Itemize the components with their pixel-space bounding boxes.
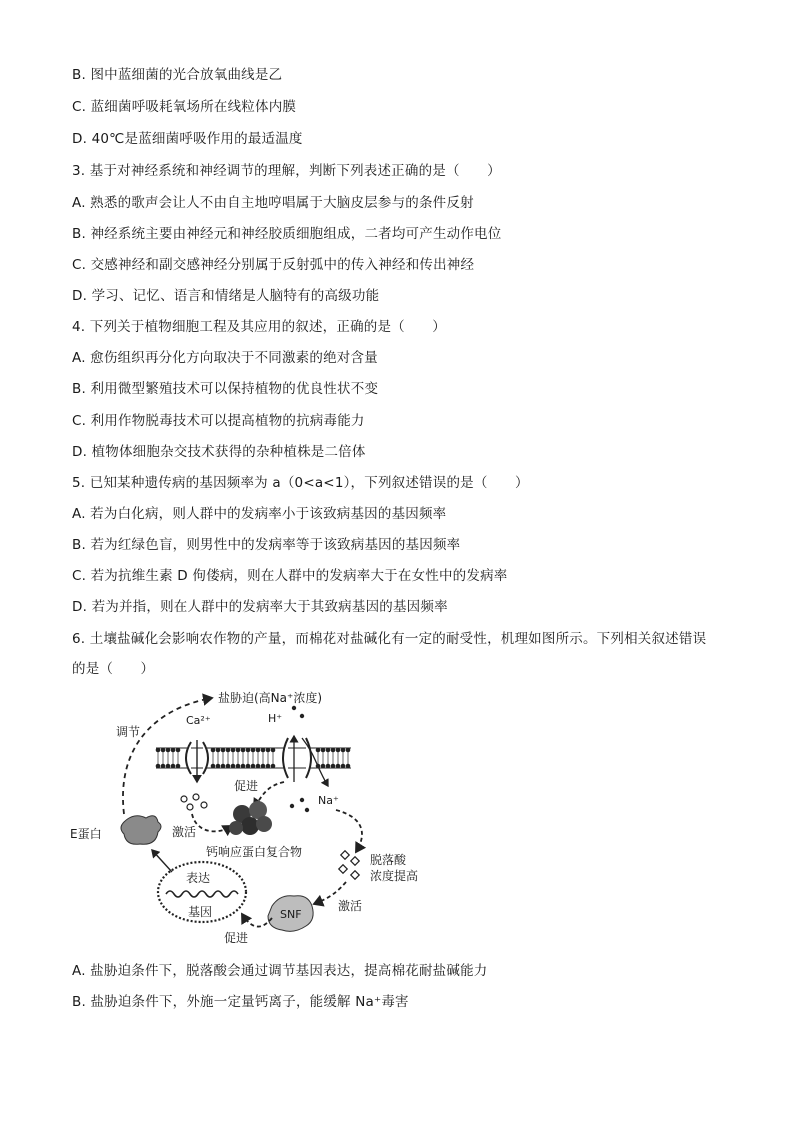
promote-label-bottom: 促进: [224, 931, 249, 945]
phospholipid-head: [171, 748, 176, 753]
question-5: 5. 已知某种遗传病的基因频率为 a（0<a<1），下列叙述错误的是（ ）: [72, 475, 529, 491]
hydrogen-ion-label: H⁺: [268, 712, 283, 725]
calcium-channel: [186, 740, 208, 782]
question-4: 4. 下列关于植物细胞工程及其应用的叙述，正确的是（ ）: [72, 319, 446, 335]
option-d-q2: D. 40℃是蓝细菌呼吸作用的最适温度: [72, 131, 303, 147]
e-protein-label: E蛋白: [70, 827, 102, 841]
phospholipid-head: [236, 748, 241, 753]
question-6-cont: 的是（ ）: [72, 661, 155, 677]
phospholipid-head: [241, 748, 246, 753]
aba-label-1: 脱落酸: [370, 853, 407, 867]
phospholipid-head: [251, 764, 256, 769]
phospholipid-head: [216, 748, 221, 753]
phospholipid-head: [336, 764, 341, 769]
phospholipid-head: [331, 764, 336, 769]
promote-arrow-bottom: [242, 914, 272, 927]
phospholipid-head: [226, 748, 231, 753]
phospholipid-head: [231, 764, 236, 769]
phospholipid-head: [346, 748, 351, 753]
option-b-q6: B. 盐胁迫条件下，外施一定量钙离子，能缓解 Na⁺毒害: [72, 994, 409, 1010]
option-c-q4: C. 利用作物脱毒技术可以提高植物的抗病毒能力: [72, 413, 365, 429]
phospholipid-head: [161, 748, 166, 753]
phospholipid-head: [326, 748, 331, 753]
phospholipid-head: [166, 748, 171, 753]
option-d-q3: D. 学习、记忆、语言和情绪是人脑特有的高级功能: [72, 288, 380, 304]
option-b-q5: B. 若为红绿色盲，则男性中的发病率等于该致病基因的基因频率: [72, 537, 461, 553]
phospholipid-head: [246, 748, 251, 753]
option-c-q3: C. 交感神经和副交感神经分别属于反射弧中的传入神经和传出神经: [72, 257, 475, 273]
question-3: 3. 基于对神经系统和神经调节的理解，判断下列表述正确的是（ ）: [72, 163, 501, 179]
option-b-q3: B. 神经系统主要由神经元和神经胶质细胞组成，二者均可产生动作电位: [72, 226, 502, 242]
phospholipid-head: [261, 748, 266, 753]
phospholipid-head: [176, 748, 181, 753]
activate-label-right: 激活: [338, 899, 363, 913]
phospholipid-head: [266, 764, 271, 769]
complex-label: 钙响应蛋白复合物: [206, 845, 303, 859]
phospholipid-head: [336, 748, 341, 753]
phospholipid-head: [341, 748, 346, 753]
phospholipid-head: [226, 764, 231, 769]
phospholipid-head: [256, 764, 261, 769]
promote-label-top: 促进: [234, 779, 259, 793]
phospholipid-head: [246, 764, 251, 769]
sodium-hydrogen-antiporter: [283, 736, 328, 786]
phospholipid-head: [166, 764, 171, 769]
phospholipid-head: [266, 748, 271, 753]
phospholipid-head: [161, 764, 166, 769]
phospholipid-head: [216, 764, 221, 769]
snf-label: SNF: [280, 908, 302, 921]
phospholipid-head: [321, 764, 326, 769]
phospholipid-head: [271, 764, 276, 769]
phospholipid-head: [346, 764, 351, 769]
phospholipid-head: [221, 764, 226, 769]
calcium-ions: [181, 794, 207, 810]
sodium-to-aba-arrow: [336, 810, 362, 852]
option-c-q2: C. 蓝细菌呼吸耗氧场所在线粒体内膜: [72, 99, 297, 115]
phospholipid-head: [261, 764, 266, 769]
dna-helix: [166, 891, 238, 897]
calcium-response-protein-complex: [229, 801, 272, 835]
phospholipid-head: [221, 748, 226, 753]
option-a-q4: A. 愈伤组织再分化方向取决于不同激素的绝对含量: [72, 350, 378, 366]
option-b-q4: B. 利用微型繁殖技术可以保持植物的优良性状不变: [72, 381, 379, 397]
option-c-q5: C. 若为抗维生素 D 佝偻病，则在人群中的发病率大于在女性中的发病率: [72, 568, 508, 584]
express-label: 表达: [186, 871, 211, 885]
question-6: 6. 土壤盐碱化会影响农作物的产量，而棉花对盐碱化有一定的耐受性，机理如图所示。下列相关叙述错误: [72, 631, 707, 647]
salt-stress-mechanism-diagram: [66, 686, 436, 948]
phospholipid-head: [231, 748, 236, 753]
sodium-ion-label: Na⁺: [318, 794, 339, 807]
phospholipid-head: [341, 764, 346, 769]
phospholipid-head: [271, 748, 276, 753]
option-d-q5: D. 若为并指，则在人群中的发病率大于其致病基因的基因频率: [72, 599, 448, 615]
activate-arrow-left: [192, 814, 232, 831]
phospholipid-head: [171, 764, 176, 769]
salt-stress-label: 盐胁迫(高Na⁺浓度): [218, 691, 323, 705]
activate-label-left: 激活: [172, 825, 197, 839]
phospholipid-head: [331, 748, 336, 753]
express-arrow: [152, 850, 172, 872]
regulate-label: 调节: [116, 725, 141, 739]
option-a-q5: A. 若为白化病，则人群中的发病率小于该致病基因的基因频率: [72, 506, 447, 522]
phospholipid-head: [236, 764, 241, 769]
phospholipid-head: [321, 748, 326, 753]
gene-label: 基因: [188, 905, 213, 919]
e-protein-shape: [121, 816, 161, 845]
phospholipid-head: [256, 748, 261, 753]
phospholipid-head: [211, 764, 216, 769]
option-d-q4: D. 植物体细胞杂交技术获得的杂种植株是二倍体: [72, 444, 366, 460]
abscisic-acid-molecules: [339, 851, 359, 879]
phospholipid-head: [211, 748, 216, 753]
phospholipid-head: [251, 748, 256, 753]
option-a-q6: A. 盐胁迫条件下，脱落酸会通过调节基因表达，提高棉花耐盐碱能力: [72, 963, 488, 979]
aba-label-2: 浓度提高: [370, 869, 419, 883]
option-b-q2: B. 图中蓝细菌的光合放氧曲线是乙: [72, 67, 283, 83]
calcium-ion-label: Ca²⁺: [186, 714, 211, 727]
phospholipid-head: [326, 764, 331, 769]
phospholipid-head: [241, 764, 246, 769]
phospholipid-head: [156, 748, 161, 753]
phospholipid-head: [316, 748, 321, 753]
option-a-q3: A. 熟悉的歌声会让人不由自主地哼唱属于大脑皮层参与的条件反射: [72, 195, 474, 211]
phospholipid-head: [176, 764, 181, 769]
phospholipid-head: [156, 764, 161, 769]
